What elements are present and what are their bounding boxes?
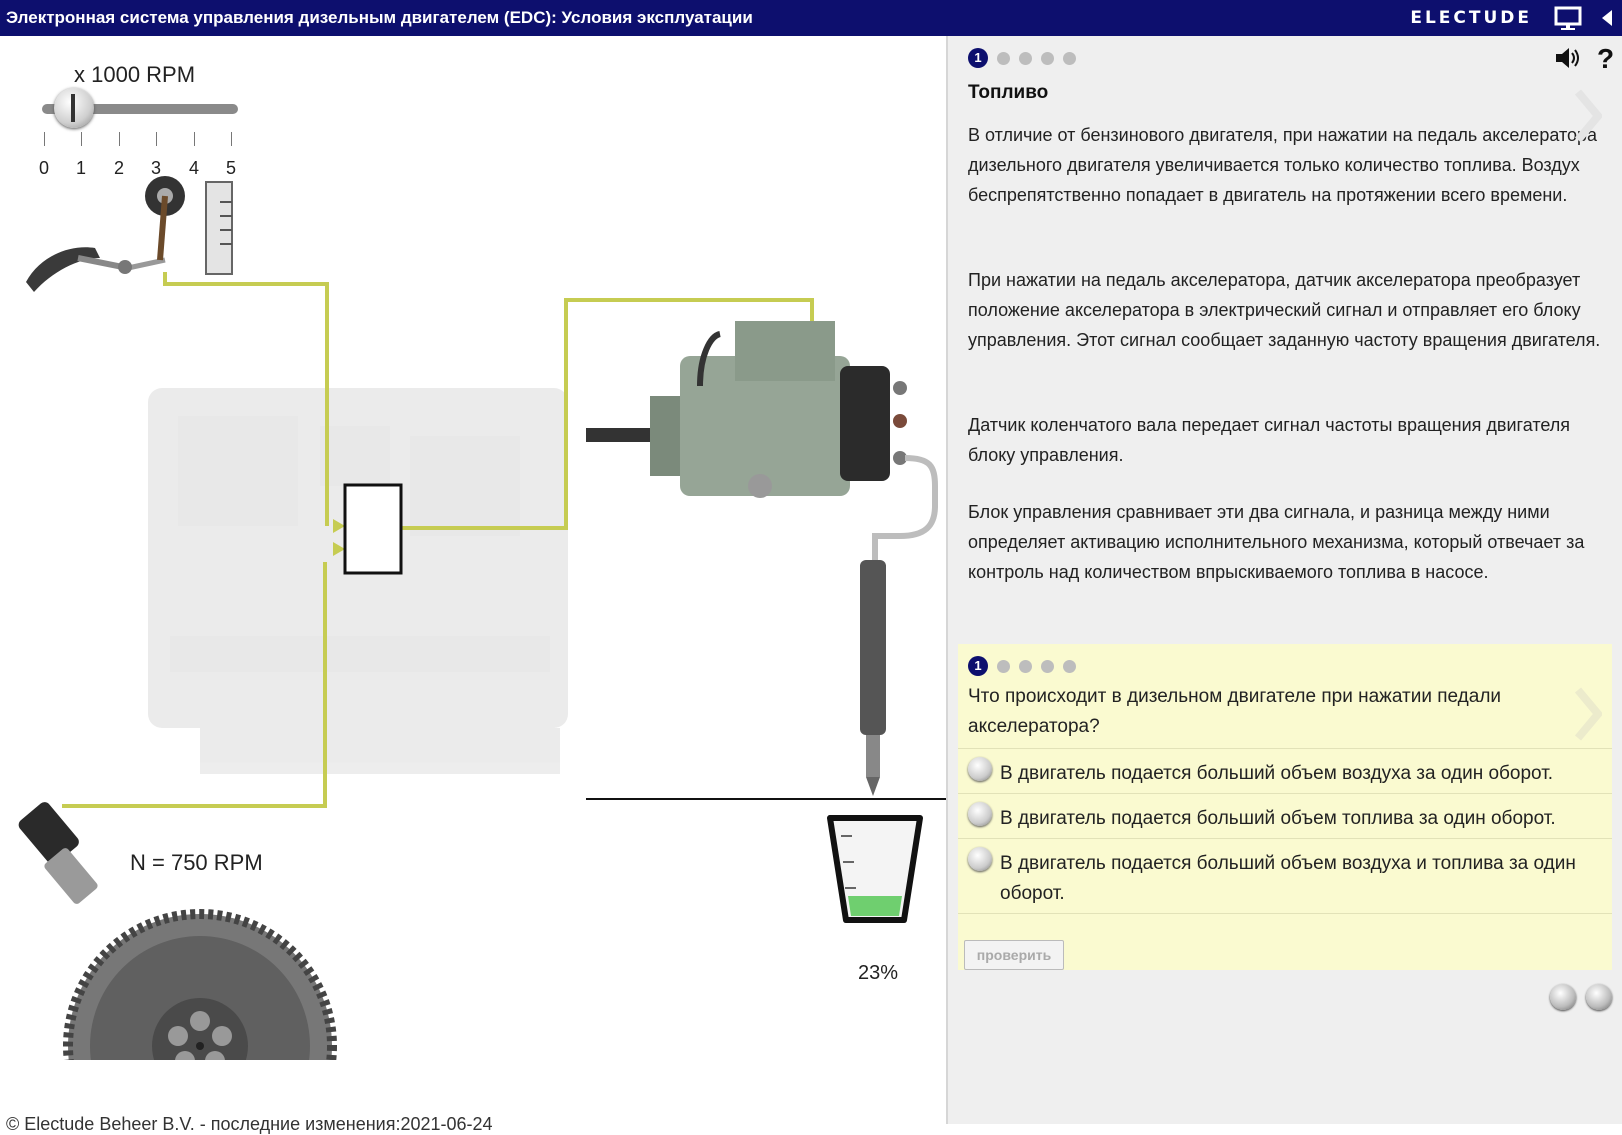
- page-dot[interactable]: [1041, 660, 1054, 673]
- svg-text:?: ?: [1597, 44, 1614, 72]
- info-page-indicator: [968, 48, 1076, 68]
- tick-label: 5: [225, 158, 236, 178]
- collapse-arrow-icon[interactable]: [1598, 8, 1614, 28]
- answer-option[interactable]: [958, 748, 1612, 793]
- info-paragraph: В отличие от бензинового двигателя, при нажатии на педаль акселератора дизельного двигателя увеличивается только количество топлива. Воздух беспрепятственно попадает в двигатель на протяжении всего времени.: [968, 125, 1598, 205]
- answer-option[interactable]: [958, 793, 1612, 838]
- page-dot[interactable]: [1063, 52, 1076, 65]
- title-bar: [0, 0, 1622, 36]
- page-dot[interactable]: [1041, 52, 1054, 65]
- comment-icon[interactable]: [1586, 984, 1612, 1010]
- engine-speed-readout: N = 750 RPM: [130, 850, 263, 875]
- tick-label: 1: [75, 158, 86, 178]
- rpm-scale-label: x 1000 RPM: [74, 62, 196, 87]
- quiz-box: [958, 644, 1612, 970]
- section-title: Топливо: [968, 82, 1049, 103]
- page-dot[interactable]: [997, 52, 1010, 65]
- page-dot-current[interactable]: 1: [968, 48, 988, 68]
- measuring-beaker-image: [830, 818, 920, 920]
- page-dot[interactable]: [1063, 660, 1076, 673]
- brand-logo: ELECTUDE: [1410, 8, 1532, 28]
- help-icon[interactable]: [1594, 44, 1614, 72]
- fuel-quantity-readout: 23%: [858, 962, 899, 984]
- speaker-icon[interactable]: [1554, 46, 1582, 70]
- next-page-arrow-icon[interactable]: [1572, 86, 1602, 146]
- injection-pump-image: [586, 321, 907, 498]
- ecu-board-image: [148, 388, 568, 774]
- tick-label: 2: [113, 158, 124, 178]
- radio-button[interactable]: [968, 847, 992, 871]
- page-dot-current[interactable]: 1: [968, 656, 988, 676]
- radio-button[interactable]: [968, 802, 992, 826]
- radio-button[interactable]: [968, 757, 992, 781]
- simulation-panel: [0, 36, 946, 1134]
- crankshaft-sensor-image: [16, 800, 99, 906]
- answer-option[interactable]: [958, 838, 1612, 914]
- answer-text: В двигатель подается больший объем воздуха и топлива за один оборот.: [1000, 853, 1576, 904]
- check-answer-button[interactable]: проверить: [964, 940, 1064, 970]
- info-panel: [948, 36, 1622, 1124]
- page-dot[interactable]: [1019, 660, 1032, 673]
- page-dot[interactable]: [1019, 52, 1032, 65]
- answer-text: В двигатель подается больший объем воздуха за один оборот.: [1000, 763, 1554, 784]
- tick-label: 4: [188, 158, 199, 178]
- injector-image: [860, 560, 886, 796]
- monitor-icon[interactable]: [1554, 5, 1582, 31]
- control-unit-block: [345, 485, 401, 573]
- page-title: Электронная система управления дизельным двигателем (EDC): Условия эксплуатации: [6, 8, 753, 27]
- pedal-sensor-scale-image: [206, 182, 232, 274]
- info-paragraph: Блок управления сравнивает эти два сигнала, и разница между ними определяет активацию исполнительного механизма, который отвечает за контроль над количеством впрыскиваемого топлива в насосе.: [968, 502, 1585, 582]
- next-question-arrow-icon[interactable]: [1572, 684, 1602, 744]
- info-paragraph: При нажатии на педаль акселератора, датчик акселератора преобразует положение акселератора в электрический сигнал и отправляет его блоку управления. Этот сигнал сообщает заданную частоту вращения двигателя.: [968, 270, 1601, 350]
- answer-text: В двигатель подается больший объем топлива за один оборот.: [1000, 808, 1556, 829]
- info-paragraph: Датчик коленчатого вала передает сигнал частоты вращения двигателя блоку управления.: [968, 415, 1571, 465]
- magic-wand-icon[interactable]: [1550, 984, 1576, 1010]
- tick-label: 3: [150, 158, 161, 178]
- quiz-question: Что происходит в дизельном двигателе при нажатии педали акселератора?: [968, 686, 1502, 737]
- page-dot[interactable]: [997, 660, 1010, 673]
- system-diagram: [0, 36, 946, 1096]
- copyright-footer: © Electude Beheer B.V. - последние изменения:2021-06-24: [6, 1114, 493, 1134]
- quiz-page-indicator: [968, 656, 1076, 676]
- accelerator-pedal-image: [26, 176, 185, 292]
- tick-label: 0: [38, 158, 49, 178]
